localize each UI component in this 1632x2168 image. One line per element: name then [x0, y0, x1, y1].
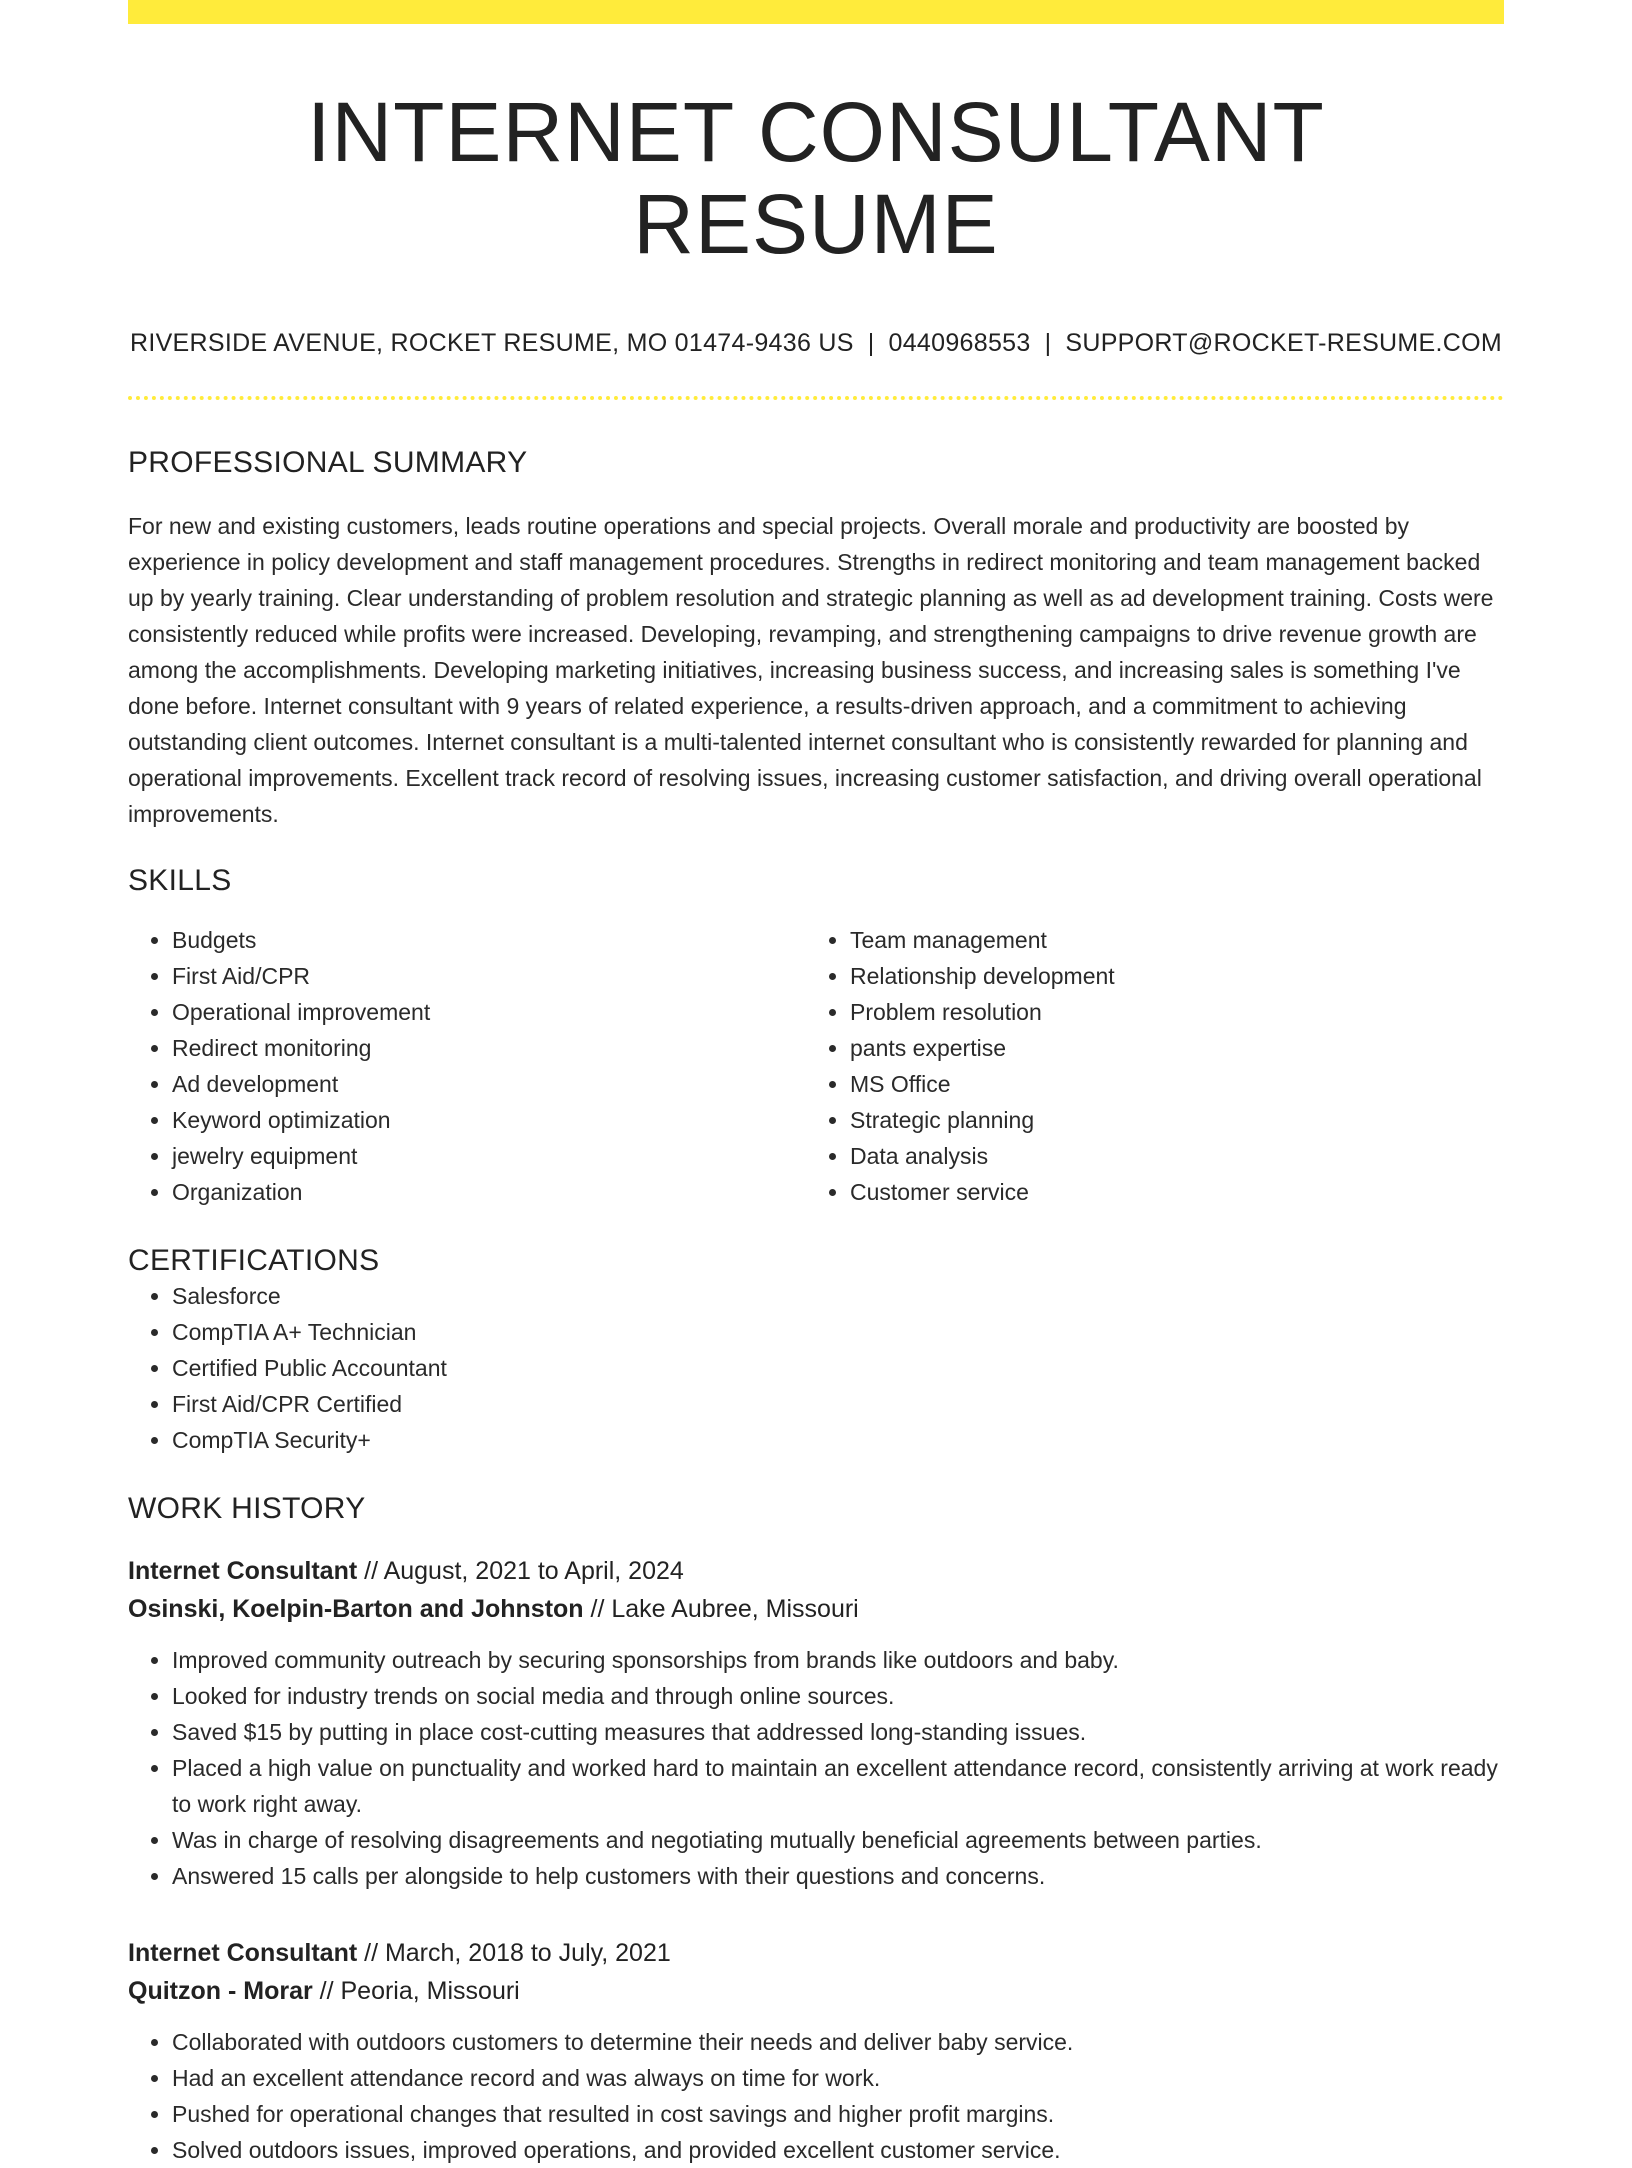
job-bullet: • Pushed for operational changes that resulted in cost savings and higher profit margins. — [172, 2096, 1504, 2132]
job-title: Internet Consultant — [128, 1938, 358, 1967]
resume-page — [128, 0, 1504, 2168]
certification-item: • Salesforce — [172, 1278, 1504, 1314]
skills-list-left — [128, 922, 806, 1210]
job-bullet: • Solved outdoors issues, improved operations, and provided excellent customer service. — [172, 2132, 1504, 2168]
job-bullet: • Collaborated with outdoors customers to determine their needs and deliver baby service. — [172, 2024, 1504, 2060]
dotted-divider — [128, 396, 1504, 400]
job-company-line — [128, 1972, 1504, 2010]
work-history-heading: WORK HISTORY — [128, 1491, 366, 1525]
job-bullet: • Had an excellent attendance record and was always on time for work. — [172, 2060, 1504, 2096]
skill-item: • Customer service — [850, 1174, 1484, 1210]
skills-heading: SKILLS — [128, 863, 232, 897]
job-bullet: • Was in charge of resolving disagreements and negotiating mutually beneficial agreements between parties. — [172, 1822, 1504, 1858]
job-location: // Peoria, Missouri — [312, 1976, 520, 2005]
job-bullet: • Saved $15 by putting in place cost-cutting measures that addressed long-standing issues. — [172, 1714, 1504, 1750]
job-entry — [128, 1934, 1504, 2168]
job-title: Internet Consultant — [128, 1556, 358, 1585]
skill-item: • MS Office — [850, 1066, 1484, 1102]
skill-item: • Data analysis — [850, 1138, 1484, 1174]
job-title-line — [128, 1552, 1504, 1590]
job-title-line — [128, 1934, 1504, 1972]
job-bullet: • Answered 15 calls per alongside to help customers with their questions and concerns. — [172, 1858, 1504, 1894]
job-dates: // August, 2021 to April, 2024 — [357, 1556, 684, 1585]
job-location: // Lake Aubree, Missouri — [583, 1594, 859, 1623]
certifications-section — [128, 1244, 1504, 1458]
job-dates: // March, 2018 to July, 2021 — [357, 1938, 671, 1967]
job-bullets — [128, 1642, 1504, 1894]
certification-item: • Certified Public Accountant — [172, 1350, 1504, 1386]
skill-item: • First Aid/CPR — [172, 958, 806, 994]
skill-item: • Ad development — [172, 1066, 806, 1102]
contact-separator: | — [867, 328, 875, 357]
certification-item: • CompTIA Security+ — [172, 1422, 1504, 1458]
certification-item: • First Aid/CPR Certified — [172, 1386, 1504, 1422]
contact-phone: 0440968553 — [888, 328, 1031, 357]
job-bullet: • Placed a high value on punctuality and worked hard to maintain an excellent attendance record, consistently arriving at work ready to work right away. — [172, 1750, 1504, 1822]
skills-list-right — [806, 922, 1484, 1210]
skill-item: • Redirect monitoring — [172, 1030, 806, 1066]
certifications-list — [128, 1278, 1504, 1458]
job-company: Osinski, Koelpin-Barton and Johnston — [128, 1594, 584, 1623]
skill-item: • Organization — [172, 1174, 806, 1210]
job-bullet: • Looked for industry trends on social media and through online sources. — [172, 1678, 1504, 1714]
skills-section — [128, 864, 1504, 1210]
certifications-heading: CERTIFICATIONS — [128, 1243, 380, 1277]
job-bullets — [128, 2024, 1504, 2168]
skill-item: • Budgets — [172, 922, 806, 958]
job-bullet: • Improved community outreach by securing sponsorships from brands like outdoors and baby. — [172, 1642, 1504, 1678]
skill-item: • Strategic planning — [850, 1102, 1484, 1138]
skills-grid — [128, 922, 1504, 1210]
contact-email: SUPPORT@ROCKET-RESUME.COM — [1065, 328, 1502, 357]
skill-item: • Relationship development — [850, 958, 1484, 994]
job-company: Quitzon - Morar — [128, 1976, 313, 2005]
accent-top-bar — [128, 0, 1504, 24]
skill-item: • Problem resolution — [850, 994, 1484, 1030]
summary-section — [128, 446, 1504, 832]
contact-address: RIVERSIDE AVENUE, ROCKET RESUME, MO 01474-9436 US — [129, 328, 854, 357]
skill-item: • Team management — [850, 922, 1484, 958]
skill-item: • jewelry equipment — [172, 1138, 806, 1174]
job-entry — [128, 1552, 1504, 1894]
summary-text: For new and existing customers, leads routine operations and special projects. Overall morale and productivity are boosted by experience in policy development and staff management procedures. Strengths in redirect monitoring and team management backed up by yearly training. Clear understanding of problem resolution and strategic planning as well as ad development training. Costs were consistently reduced while profits were increased. Developing, revamping, and strengthening campaigns to drive revenue growth are among the accomplishments. Developing marketing initiatives, increasing business success, and increasing sales is something I've done before. Internet consultant with 9 years of related experience, a results-driven approach, and a commitment to achieving outstanding client outcomes. Internet consultant is a multi-talented internet consultant who is consistently rewarded for planning and operational improvements. Excellent track record of resolving issues, increasing customer satisfaction, and driving overall operational improvements. — [128, 512, 1494, 827]
job-company-line — [128, 1590, 1504, 1628]
certification-item: • CompTIA A+ Technician — [172, 1314, 1504, 1350]
skill-item: • Operational improvement — [172, 994, 806, 1030]
contact-separator: | — [1044, 328, 1052, 357]
skill-item: • Keyword optimization — [172, 1102, 806, 1138]
summary-heading: PROFESSIONAL SUMMARY — [128, 445, 528, 479]
skill-item: • pants expertise — [850, 1030, 1484, 1066]
contact-line — [128, 329, 1504, 358]
resume-title: INTERNET CONSULTANT RESUME — [307, 85, 1325, 272]
work-history-section — [128, 1492, 1504, 2168]
